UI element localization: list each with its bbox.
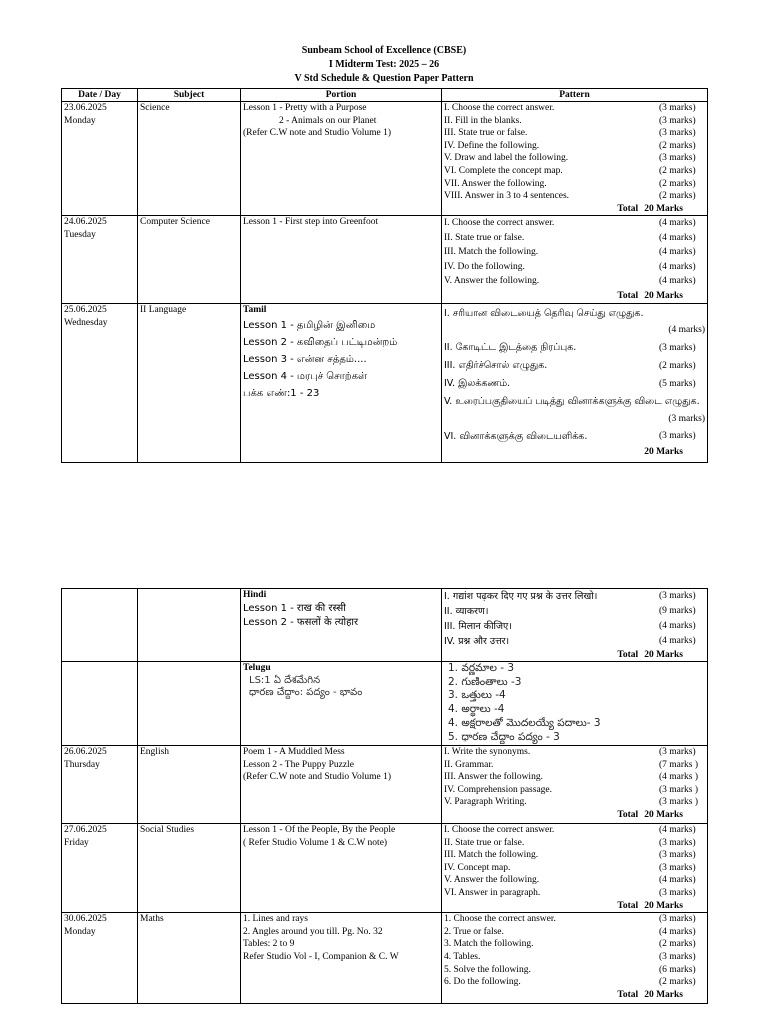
date-cell xyxy=(62,304,138,463)
marks: (3 marks) xyxy=(659,591,696,601)
question: V. Draw and label the following. xyxy=(444,153,569,164)
question: IV. प्रश्न और उत्तर। xyxy=(444,636,510,647)
marks: (3 marks) xyxy=(659,837,696,848)
list-item: 2. గుణింతాలు -3 xyxy=(448,675,522,688)
marks: (4 marks) xyxy=(659,232,696,243)
portion-line: Lesson 2 - கவிதைப் பட்டிமன்றம் xyxy=(243,336,398,348)
telugu-heading: Telugu xyxy=(243,663,271,673)
total-row xyxy=(444,203,705,216)
question: VI. Answer in paragraph. xyxy=(444,887,541,898)
hindi-heading: Hindi xyxy=(243,590,267,600)
total-marks: 20 Marks xyxy=(644,290,683,301)
portion-cell xyxy=(241,589,442,662)
question: VIII. Answer in 3 to 4 sentences. xyxy=(444,191,570,202)
total-marks: 20 Marks xyxy=(644,447,683,458)
date: 24.06.2025 xyxy=(64,217,107,228)
portion-line: Lesson 2 - The Puppy Puzzle xyxy=(243,759,354,770)
marks: (3 marks) xyxy=(659,850,696,861)
total-row xyxy=(444,900,705,913)
subject: Maths xyxy=(138,913,241,1004)
marks: (2 marks) xyxy=(659,165,696,176)
portion-line: Refer Studio Vol - I, Companion & C. W xyxy=(243,951,399,962)
question: IV. Comprehension passage. xyxy=(444,784,553,795)
total-marks: 20 Marks xyxy=(644,989,683,1000)
marks: (3 marks) xyxy=(659,115,696,126)
question: IV. Define the following. xyxy=(444,140,540,151)
portion-cell xyxy=(241,216,442,304)
marks: (3 marks) xyxy=(659,862,696,873)
subject-cell xyxy=(138,662,241,746)
question: 2. True or false. xyxy=(444,926,504,937)
list-item: 5. ధారణ చేద్దాం పద్యం - 3 xyxy=(448,730,560,743)
marks: (4 marks) xyxy=(659,875,696,886)
marks: (4 marks) xyxy=(659,636,696,646)
question: IV. Do the following. xyxy=(444,261,525,272)
question: II. State true or false. xyxy=(444,232,525,243)
total-row xyxy=(444,445,705,459)
date: 26.06.2025 xyxy=(64,747,107,757)
schedule-table-1 xyxy=(61,88,708,463)
question: V. Answer the following. xyxy=(444,875,540,886)
portion-line: பக்க எண்:1 - 23 xyxy=(243,387,320,399)
pattern-cell xyxy=(442,824,708,913)
subject: Social Studies xyxy=(138,824,241,913)
table-row-english xyxy=(62,746,708,824)
portion-line: Lesson 4 - மரபுச் சொற்கள் xyxy=(243,370,368,382)
day: Friday xyxy=(64,837,89,848)
marks: (7 marks ) xyxy=(659,759,699,770)
portion-cell xyxy=(241,662,442,746)
question: III. Match the following. xyxy=(444,850,539,861)
portion-line: (Refer C.W note and Studio Volume 1) xyxy=(243,128,392,139)
marks: (5 marks) xyxy=(659,379,696,390)
portion-cell xyxy=(241,746,442,824)
question: IV. Concept map. xyxy=(444,862,511,873)
portion-line: Tables: 2 to 9 xyxy=(243,939,295,950)
marks: (3 marks ) xyxy=(659,784,699,795)
question: 1. Choose the correct answer. xyxy=(444,914,556,925)
marks: (3 marks) xyxy=(659,887,696,898)
subject-cell xyxy=(138,589,241,662)
marks: (2 marks) xyxy=(659,361,696,372)
table-row-hindi xyxy=(62,589,708,662)
col-header: Portion xyxy=(241,89,442,102)
question: III. State true or false. xyxy=(444,128,528,139)
question: I. Choose the correct answer. xyxy=(444,218,555,229)
question: 5. Solve the following. xyxy=(444,964,531,975)
marks: (2 marks) xyxy=(659,191,696,202)
portion-line: Lesson 1 - First step into Greenfoot xyxy=(243,217,379,228)
pattern-cell xyxy=(442,216,708,304)
portion-line: Lesson 1 - தமிழின் இனிமை xyxy=(243,319,376,331)
portion-line: Lesson 1 - Pretty with a Purpose xyxy=(243,103,367,113)
date-cell xyxy=(62,824,138,913)
marks: (3 marks) xyxy=(668,414,705,425)
portion-line: Lesson 1 - राख की रस्सी xyxy=(243,602,346,614)
col-header: Subject xyxy=(138,89,241,102)
question: II. Fill in the blanks. xyxy=(444,115,522,126)
marks: (2 marks) xyxy=(659,140,696,151)
marks: (3 marks) xyxy=(659,951,696,962)
total-label: Total xyxy=(617,650,639,660)
question: III. எதிர்ச்சொல் எழுதுக. xyxy=(444,360,548,372)
date: 27.06.2025 xyxy=(64,825,107,835)
question: V. உரைப்பகுதியைப் படித்து வினாக்களுக்கு விடை எழுதுக. xyxy=(444,396,700,408)
question: IV. இலக்கணம். xyxy=(444,378,511,390)
total-label: Total xyxy=(617,900,639,911)
question: III. Match the following. xyxy=(444,247,539,258)
portion-line: Lesson 3 - என்ன சத்தம்.... xyxy=(243,353,367,365)
marks: (2 marks) xyxy=(659,178,696,189)
table-row-social-studies xyxy=(62,824,708,913)
portion-line: 2 - Animals on our Planet xyxy=(279,115,377,126)
marks: (4 marks) xyxy=(659,621,696,631)
subject: II Language xyxy=(138,304,241,463)
portion-line: (Refer C.W note and Studio Volume 1) xyxy=(243,772,392,783)
pattern-cell xyxy=(442,589,708,662)
question: V. Answer the following. xyxy=(444,276,540,287)
school-name: Sunbeam School of Excellence (CBSE) xyxy=(301,45,467,56)
col-header: Date / Day xyxy=(62,89,138,102)
marks: (3 marks) xyxy=(659,914,696,925)
date-cell xyxy=(62,913,138,1004)
subject: Science xyxy=(138,102,241,216)
tamil-heading: Tamil xyxy=(243,305,267,316)
pattern-cell xyxy=(442,746,708,824)
subject: English xyxy=(138,746,241,824)
marks: (4 marks) xyxy=(668,325,705,336)
date-cell xyxy=(62,662,138,746)
total-row xyxy=(444,289,705,304)
marks: (4 marks) xyxy=(659,247,696,258)
marks: (4 marks) xyxy=(659,276,696,287)
marks: (3 marks) xyxy=(659,103,696,113)
portion-cell xyxy=(241,304,442,463)
date-cell xyxy=(62,102,138,216)
date-cell xyxy=(62,216,138,304)
question: I. Choose the correct answer. xyxy=(444,825,555,835)
question: III. मिलान कीजिए। xyxy=(444,621,512,632)
portion-cell xyxy=(241,102,442,216)
portion-line: Lesson 1 - Of the People, By the People xyxy=(243,825,396,835)
question: III. Answer the following. xyxy=(444,772,543,783)
date: 25.06.2025 xyxy=(64,305,107,316)
question: VII. Answer the following. xyxy=(444,178,547,189)
marks: (4 marks) xyxy=(659,926,696,937)
portion-line: 2. Angles around you till. Pg. No. 32 xyxy=(243,926,383,937)
portion-line: ( Refer Studio Volume 1 & C.W note) xyxy=(243,837,388,848)
subject: Computer Science xyxy=(138,216,241,304)
table-header-row xyxy=(62,89,708,102)
total-marks: 20 Marks xyxy=(644,203,683,214)
marks: (3 marks ) xyxy=(659,797,699,808)
total-marks: 20 Marks xyxy=(644,809,683,820)
day: Monday xyxy=(64,115,96,126)
table-row-telugu xyxy=(62,662,708,746)
portion-line: Lesson 2 - फसलों के त्योहार xyxy=(243,617,359,629)
question: VI. Complete the concept map. xyxy=(444,165,563,176)
day: Thursday xyxy=(64,759,100,770)
marks: (3 marks) xyxy=(659,747,696,757)
day: Tuesday xyxy=(64,229,96,240)
question: I. Choose the correct answer. xyxy=(444,103,555,113)
question: II. State true or false. xyxy=(444,837,525,848)
marks: (3 marks) xyxy=(659,431,696,442)
list-item: 4. అక్షరాలతో మొదలయ్యే పదాలు- 3 xyxy=(448,716,601,729)
list-item: 4. అర్థాలు -4 xyxy=(448,703,505,716)
portion-line: 1. Lines and rays xyxy=(243,914,308,925)
schedule-title: V Std Schedule & Question Paper Pattern xyxy=(294,73,474,84)
question: II. व्याकरण। xyxy=(444,606,489,617)
table-row-science xyxy=(62,102,708,216)
total-marks: 20 Marks xyxy=(644,900,683,911)
pattern-cell xyxy=(442,662,708,746)
question: 3. Match the following. xyxy=(444,939,534,950)
question: I. சரியான விடையைத் தெரிவு செய்து எழுதுக. xyxy=(444,308,644,320)
marks: (2 marks) xyxy=(659,977,696,988)
question: I. गद्यांश पढ़कर दिए गए प्रश्न के उत्तर लिखो। xyxy=(444,591,598,602)
marks: (4 marks) xyxy=(659,825,696,835)
question: VI. வினாக்களுக்கு விடையளிக்க. xyxy=(444,431,588,443)
marks: (2 marks) xyxy=(659,939,696,950)
question: II. கோடிட்ட இடத்தை நிரப்புக. xyxy=(444,342,577,354)
total-row xyxy=(444,649,705,661)
pattern-cell xyxy=(442,102,708,216)
day: Monday xyxy=(64,926,96,937)
marks: (6 marks) xyxy=(659,964,696,975)
date-cell xyxy=(62,589,138,662)
question: 4. Tables. xyxy=(444,951,481,962)
question: I. Write the synonyms. xyxy=(444,747,531,757)
total-row xyxy=(444,989,705,1002)
marks: (3 marks) xyxy=(659,153,696,164)
total-marks: 20 Marks xyxy=(644,650,683,660)
portion-cell xyxy=(241,824,442,913)
date: 23.06.2025 xyxy=(64,103,107,113)
question: 6. Do the following. xyxy=(444,977,521,988)
question: V. Paragraph Writing. xyxy=(444,797,527,808)
total-label: Total xyxy=(617,989,639,1000)
portion-line: LS:1 ఏ దేశమేగిన xyxy=(249,674,321,686)
total-row xyxy=(444,809,705,822)
date: 30.06.2025 xyxy=(64,914,107,925)
table-row-maths xyxy=(62,913,708,1004)
marks: (3 marks) xyxy=(659,343,696,354)
marks: (3 marks) xyxy=(659,128,696,139)
list-item: 1. వర్ణమాల - 3 xyxy=(448,662,515,674)
question: II. Grammar. xyxy=(444,759,494,770)
schedule-table-2 xyxy=(61,588,708,1004)
list-item: 3. ఒత్తులు -4 xyxy=(448,689,506,702)
total-label: Total xyxy=(617,203,639,214)
table-row-computer-science xyxy=(62,216,708,304)
marks: (4 marks) xyxy=(659,218,696,229)
pattern-cell xyxy=(442,913,708,1004)
portion-cell xyxy=(241,913,442,1004)
portion-line: Poem 1 - A Muddled Mess xyxy=(243,747,345,757)
test-title: I Midterm Test: 2025 – 26 xyxy=(328,59,440,70)
total-label: Total xyxy=(617,809,639,820)
marks: (4 marks) xyxy=(659,261,696,272)
portion-line: ధారణ చేద్దాం: పద్యం - భావం xyxy=(249,687,363,699)
col-header: Pattern xyxy=(442,89,708,102)
pattern-cell xyxy=(442,304,708,463)
marks: (4 marks ) xyxy=(659,772,699,783)
date-cell xyxy=(62,746,138,824)
total-label: Total xyxy=(617,290,639,301)
day: Wednesday xyxy=(64,317,108,328)
table-row-second-language xyxy=(62,304,708,463)
marks: (9 marks) xyxy=(659,606,696,616)
